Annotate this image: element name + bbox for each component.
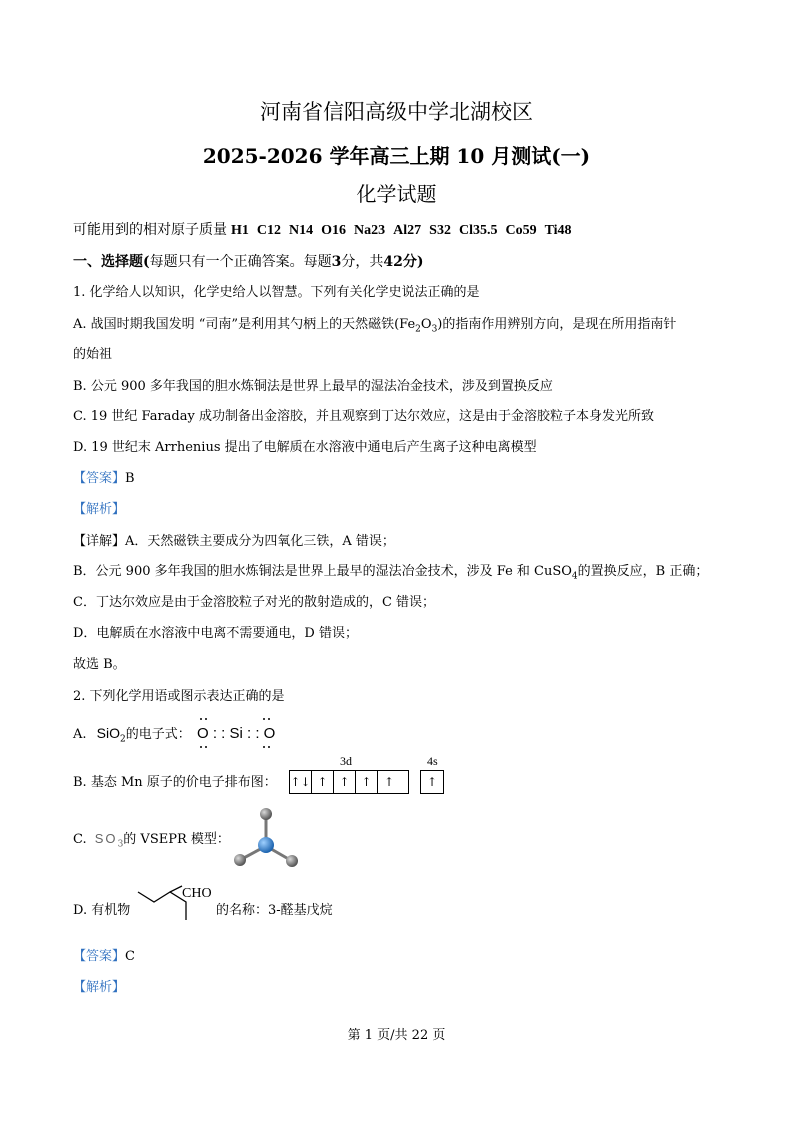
q1-detail-b — [73, 563, 708, 586]
mass-item: O16 — [321, 223, 347, 238]
mass-item: Cl35.5 — [458, 223, 498, 238]
section-mid2: 分，共 — [341, 254, 384, 270]
detail-b-post: 的置换反应，B 正确； — [577, 564, 709, 579]
answer-tag: 【答案】 — [73, 471, 126, 486]
q1-a-mid: O — [420, 317, 432, 332]
q2-c-formula-sub: 3 — [117, 839, 124, 850]
mass-item: S32 — [429, 223, 451, 238]
orbital-4s-box — [420, 770, 444, 794]
school-title: 河南省信阳高级中学北湖校区 — [260, 100, 533, 124]
detail-tag: 【详解】 — [73, 534, 126, 549]
q1-detail-c: C．丁达尔效应是由于金溶胶粒子对光的散射造成的，C 错误； — [73, 595, 436, 610]
subject-title: 化学试题 — [356, 182, 437, 206]
section-prefix: 一、选择题( — [73, 254, 150, 270]
skeleton-line — [138, 892, 186, 920]
q2-c-post: 的 VSEPR 模型： — [123, 832, 230, 847]
answer-tag: 【答案】 — [73, 949, 126, 964]
q2-c-formula: SO — [94, 831, 118, 846]
sulfur-atom — [258, 837, 274, 853]
q1-option-c: C. 19 世纪 Faraday 成功制备出金溶胶，并且观察到丁达尔效应，这是由于金溶胶粒子本身发光所致 — [73, 409, 654, 424]
lone-pair-dot — [263, 746, 265, 748]
detail-b-pre: B．公元 900 多年我国的胆水炼铜法是世界上最早的湿法冶金技术，涉及 Fe 和 CuSO — [73, 564, 572, 579]
q2-option-b: B. 基态 Mn 原子的价电子排布图： — [73, 775, 277, 790]
q1-a-post: )的指南作用辨别方向，是现在所用指南针 — [437, 317, 677, 332]
lone-pair-dot — [200, 746, 202, 748]
q1-analysis-tag: 【解析】 — [73, 502, 126, 517]
q1-detail-d: D．电解质在水溶液中电离不需要通电，D 错误； — [73, 626, 358, 641]
atomic-mass-label: 可能用到的相对原子质量 — [73, 222, 227, 238]
lone-pair-dot — [200, 718, 202, 720]
page-footer: 第 1 页/共 22 页 — [347, 1028, 446, 1043]
orbital-3d-label: 3d — [340, 754, 352, 768]
q2-a-lewis-structure — [197, 717, 287, 751]
oxygen-atom — [234, 854, 246, 866]
oxygen-atom — [260, 808, 272, 820]
orbital-box: ↑ — [334, 771, 356, 793]
mass-item: H1 — [231, 223, 249, 238]
detail-a-text: A．天然磁铁主要成分为四氧化三铁，A 错误； — [125, 534, 395, 549]
orbital-4s-label: 4s — [427, 754, 438, 768]
lewis-text: O : : Si : : O — [197, 725, 276, 742]
mass-item: C12 — [256, 223, 282, 238]
q1-conclusion: 故选 B。 — [73, 657, 126, 672]
q2-a-formula-sub: 2 — [120, 734, 126, 745]
section-score-each: 3 — [331, 254, 342, 270]
mass-item: Co59 — [505, 223, 537, 238]
oxygen-atom — [286, 855, 298, 867]
q1-a-pre: A. 战国时期我国发明 “司南”是利用其勺柄上的天然磁铁(Fe — [73, 317, 416, 332]
q1-a-sub1: 2 — [415, 324, 421, 335]
mass-item: Na23 — [354, 223, 386, 238]
section-mid: 每题只有一个正确答案。每题 — [149, 254, 332, 270]
answer-value: C — [125, 949, 135, 964]
q2-option-a — [73, 724, 191, 749]
mass-item: N14 — [289, 223, 314, 238]
section-title — [73, 253, 423, 271]
lone-pair-dot — [263, 718, 265, 720]
q1-option-a-line2: 的始祖 — [73, 347, 113, 362]
q2-a-formula: SiO — [96, 725, 121, 741]
q2-stem: 2. 下列化学用语或图示表达正确的是 — [73, 689, 285, 704]
q1-a-sub2: 3 — [431, 324, 438, 335]
q2-answer — [73, 948, 135, 966]
orbital-box: ↑ — [383, 775, 395, 789]
skeleton-line — [170, 886, 182, 892]
cho-group: CHO — [182, 886, 212, 901]
exam-title: 2025-2026 学年高三上期 10 月测试(一) — [202, 144, 591, 168]
q2-option-c — [73, 830, 230, 854]
section-score-total: 42 — [383, 254, 403, 270]
detail-b-sub: 4 — [571, 571, 578, 582]
q2-a-post: 的电子式： — [125, 727, 191, 742]
mass-item: Ti48 — [544, 223, 572, 238]
q1-option-b: B. 公元 900 多年我国的胆水炼铜法是世界上最早的湿法冶金技术，涉及到置换反应 — [73, 379, 553, 394]
orbital-box: ↑↓ — [290, 771, 312, 793]
q2-analysis-tag: 【解析】 — [73, 980, 126, 995]
q1-answer — [73, 470, 135, 488]
orbital-box: ↑ — [312, 771, 334, 793]
section-suffix: 分) — [402, 254, 424, 270]
mass-item: Al27 — [393, 223, 422, 238]
vsepr-model-svg — [228, 802, 308, 874]
q1-option-a-line1 — [73, 316, 676, 339]
orbital-box: ↑ — [356, 771, 378, 793]
q2-c-pre: C. — [73, 832, 87, 847]
q1-option-d: D. 19 世纪末 Arrhenius 提出了电解质在水溶液中通电后产生离子这种电离模型 — [73, 440, 537, 455]
q1-detail-a — [73, 533, 395, 551]
atomic-mass-line — [73, 221, 572, 240]
q2-a-pre: A. — [73, 727, 87, 742]
answer-value: B — [125, 471, 135, 486]
orbital-box: ↑ — [426, 775, 438, 789]
orbital-3d-boxes — [289, 770, 409, 794]
q2-option-d-post: 的名称：3-醛基戊烷 — [216, 903, 333, 918]
q1-stem: 1. 化学给人以知识，化学史给人以智慧。下列有关化学史说法正确的是 — [73, 285, 480, 300]
q2-option-d-pre: D. 有机物 — [73, 903, 131, 918]
